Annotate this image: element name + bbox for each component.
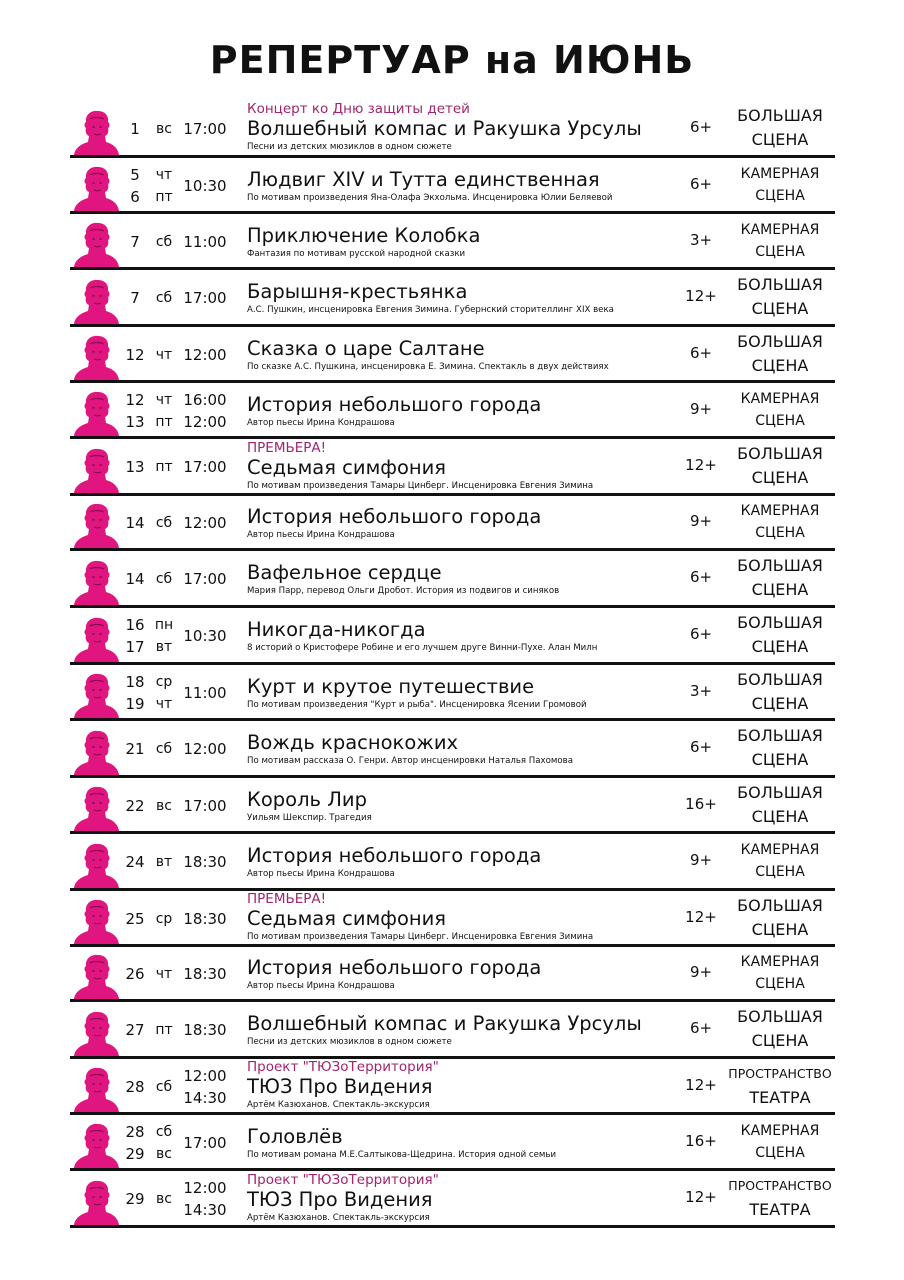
show-description: По мотивам произведения Яна-Олафа Экхольма. Инсценировка Юлии Беляевой xyxy=(247,192,613,203)
venue-line: БОЛЬШАЯ xyxy=(737,726,823,745)
show-date: 14 xyxy=(125,570,145,588)
show-row xyxy=(70,1115,835,1171)
bust-icon xyxy=(72,559,120,605)
show-time: 12:00 xyxy=(183,345,227,364)
show-time: 17:00 xyxy=(183,570,227,588)
age-rating: 6+ xyxy=(689,343,713,362)
venue-label xyxy=(720,273,840,321)
venue-label xyxy=(720,1005,840,1053)
age-rating: 3+ xyxy=(689,230,713,249)
venue-line: КАМЕРНАЯ xyxy=(740,842,820,858)
venue-line: БОЛЬШАЯ xyxy=(737,895,823,915)
show-row xyxy=(70,327,835,383)
show-time: 11:00 xyxy=(183,232,227,251)
show-date: 27 xyxy=(125,1021,145,1039)
bust-icon xyxy=(72,842,120,888)
venue-line: КАМЕРНАЯ xyxy=(740,954,820,970)
show-row xyxy=(70,721,835,778)
show-description: Автор пьесы Ирина Кондрашова xyxy=(247,869,395,879)
venue-line: БОЛЬШАЯ xyxy=(737,556,823,575)
venue-line: КАМЕРНАЯ xyxy=(740,390,820,407)
venue-line: СЦЕНА xyxy=(751,355,809,375)
show-time: 17:00 xyxy=(183,1133,227,1152)
show-date: 29 xyxy=(125,1190,145,1208)
repertoire-list xyxy=(70,100,835,1228)
venue-line: БОЛЬШАЯ xyxy=(737,613,823,632)
show-date: 26 xyxy=(125,965,145,983)
show-tag: ПРЕМЬЕРА! xyxy=(247,891,327,907)
show-time: 14:30 xyxy=(183,1088,227,1107)
venue-line: ПРОСТРАНСТВО xyxy=(728,1065,832,1081)
show-weekday: сб xyxy=(155,741,173,757)
show-time: 17:00 xyxy=(183,458,227,476)
show-time: 11:00 xyxy=(183,683,227,702)
page-title: РЕПЕРТУАР на ИЮНЬ xyxy=(209,38,695,82)
venue-line: БОЛЬШАЯ xyxy=(737,782,823,802)
bust-icon xyxy=(72,729,120,775)
venue-line: СЦЕНА xyxy=(751,129,809,149)
show-row xyxy=(70,439,835,496)
bust-icon xyxy=(72,1179,120,1225)
show-row xyxy=(70,214,835,270)
show-title: Седьмая симфония xyxy=(247,455,447,479)
show-date: 13 xyxy=(125,458,145,476)
show-row xyxy=(70,1002,835,1059)
age-rating: 12+ xyxy=(685,1075,717,1094)
venue-line: СЦЕНА xyxy=(751,1031,809,1050)
show-weekday: чт xyxy=(155,695,173,712)
show-description: Фантазия по мотивам русской народной сказки xyxy=(247,248,466,259)
show-description: Автор пьесы Ирина Кондрашова xyxy=(247,981,395,991)
age-rating: 6+ xyxy=(689,568,713,586)
show-row xyxy=(70,100,835,158)
show-row xyxy=(70,158,835,214)
venue-label xyxy=(720,442,840,490)
age-rating: 12+ xyxy=(685,1188,717,1206)
show-title: История небольшого города xyxy=(247,844,542,867)
show-row xyxy=(70,891,835,947)
venue-line: ТЕАТРА xyxy=(749,1087,811,1107)
venue-line: СЦЕНА xyxy=(751,806,809,826)
show-date: 13 xyxy=(125,412,145,431)
show-date: 16 xyxy=(125,616,145,634)
venue-line: БОЛЬШАЯ xyxy=(737,444,823,463)
show-weekday: пт xyxy=(155,1022,173,1038)
bust-icon xyxy=(72,165,120,211)
bust-icon xyxy=(72,672,120,718)
show-date: 19 xyxy=(125,694,145,713)
show-time: 12:00 xyxy=(183,740,227,758)
show-weekday: вс xyxy=(156,120,172,137)
age-rating: 16+ xyxy=(685,1131,717,1150)
show-row xyxy=(70,270,835,327)
show-time: 10:30 xyxy=(183,627,227,645)
show-weekday: чт xyxy=(155,166,173,183)
show-row xyxy=(70,1171,835,1228)
bust-icon xyxy=(72,1010,120,1056)
show-description: 8 историй о Кристофере Робине и его лучшем друге Винни-Пухе. Алан Милн xyxy=(247,643,598,653)
show-title: ТЮЗ Про Видения xyxy=(247,1187,433,1211)
show-description: По мотивам произведения Тамары Цинберг. Инсценировка Евгения Зимина xyxy=(247,932,594,942)
show-title: Волшебный компас и Ракушка Урсулы xyxy=(247,117,642,140)
age-rating: 6+ xyxy=(689,117,713,136)
age-rating: 12+ xyxy=(685,287,717,305)
show-date: 28 xyxy=(125,1122,145,1141)
show-tag: Проект "ТЮЗоТерритория" xyxy=(247,1171,439,1188)
bust-icon xyxy=(72,616,120,662)
show-weekday: ср xyxy=(155,673,173,690)
show-title: Приключение Колобка xyxy=(247,223,481,247)
show-description: По мотивам рассказа О. Генри. Автор инсценировки Наталья Пахомова xyxy=(247,756,573,766)
age-rating: 9+ xyxy=(689,963,713,981)
venue-line: КАМЕРНАЯ xyxy=(740,165,820,182)
bust-icon xyxy=(72,1066,120,1112)
venue-line: КАМЕРНАЯ xyxy=(740,503,820,519)
bust-icon xyxy=(72,278,120,324)
venue-line: КАМЕРНАЯ xyxy=(740,1122,820,1139)
show-title: Сказка о царе Салтане xyxy=(247,336,485,360)
show-date: 5 xyxy=(130,165,140,184)
show-row xyxy=(70,608,835,665)
venue-line: СЦЕНА xyxy=(751,468,809,487)
show-weekday: пт xyxy=(155,413,173,430)
show-title: История небольшого города xyxy=(247,392,542,416)
show-date: 1 xyxy=(130,119,140,138)
show-description: Артём Казюханов. Спектакль-экскурсия xyxy=(247,1100,430,1110)
venue-line: ПРОСТРАНСТВО xyxy=(728,1178,832,1193)
show-title: Головлёв xyxy=(247,1124,343,1148)
show-time: 10:30 xyxy=(183,176,227,195)
show-date: 24 xyxy=(125,853,145,871)
bust-icon xyxy=(72,953,120,999)
age-rating: 9+ xyxy=(689,399,713,418)
show-description: Артём Казюханов. Спектакль-экскурсия xyxy=(247,1212,430,1223)
venue-line: СЦЕНА xyxy=(751,580,809,599)
show-time: 18:30 xyxy=(183,909,227,928)
show-title: ТЮЗ Про Видения xyxy=(247,1075,433,1098)
show-time: 14:30 xyxy=(183,1201,227,1219)
show-tag: Концерт ко Дню защиты детей xyxy=(247,101,470,117)
show-title: Людвиг XIV и Тутта единственная xyxy=(247,167,600,191)
venue-label xyxy=(720,839,840,883)
show-title: Король Лир xyxy=(247,787,367,811)
venue-label xyxy=(720,1174,840,1222)
bust-icon xyxy=(72,898,120,944)
show-title: История небольшого города xyxy=(247,505,542,528)
show-weekday: чт xyxy=(155,346,173,363)
show-weekday: вс xyxy=(156,1191,172,1207)
venue-label xyxy=(720,951,840,995)
show-date: 21 xyxy=(125,740,145,758)
venue-label xyxy=(720,330,840,378)
show-date: 28 xyxy=(125,1077,145,1096)
show-description: Песни из детских мюзиклов в одном сюжете xyxy=(247,142,452,152)
show-weekday: чт xyxy=(155,966,173,982)
show-row xyxy=(70,1059,835,1115)
show-title: Курт и крутое путешествие xyxy=(247,674,535,698)
show-description: По мотивам произведения Тамары Цинберг. Инсценировка Евгения Зимина xyxy=(247,480,594,491)
show-time: 12:00 xyxy=(183,1066,227,1085)
venue-line: СЦЕНА xyxy=(755,412,805,429)
show-weekday: сб xyxy=(155,290,173,306)
bust-icon xyxy=(72,785,120,831)
venue-line: СЦЕНА xyxy=(755,1144,805,1161)
venue-line: СЦЕНА xyxy=(755,187,805,204)
show-title: Никогда-никогда xyxy=(247,618,426,641)
show-row xyxy=(70,551,835,608)
venue-label xyxy=(720,1062,840,1110)
bust-icon xyxy=(72,221,120,267)
venue-line: БОЛЬШАЯ xyxy=(737,669,823,689)
age-rating: 9+ xyxy=(689,512,713,530)
venue-label xyxy=(720,611,840,659)
venue-line: СЦЕНА xyxy=(755,525,805,541)
age-rating: 12+ xyxy=(685,456,717,474)
show-date: 14 xyxy=(125,514,145,532)
bust-icon xyxy=(72,1122,120,1168)
venue-label xyxy=(720,1120,840,1164)
show-weekday: пн xyxy=(154,617,174,633)
show-time: 18:30 xyxy=(183,853,227,871)
show-description: Уильям Шекспир. Трагедия xyxy=(247,812,372,823)
venue-line: СЦЕНА xyxy=(751,299,809,318)
show-time: 16:00 xyxy=(183,390,227,409)
show-row xyxy=(70,496,835,551)
venue-line: СЦЕНА xyxy=(751,919,809,939)
show-weekday: сб xyxy=(155,571,173,587)
show-date: 29 xyxy=(125,1144,145,1163)
bust-icon xyxy=(72,109,120,155)
venue-line: БОЛЬШАЯ xyxy=(737,105,823,125)
show-date: 25 xyxy=(125,909,145,928)
show-time: 12:00 xyxy=(183,412,227,431)
show-weekday: вт xyxy=(155,639,173,655)
venue-line: СЦЕНА xyxy=(755,976,805,992)
bust-icon xyxy=(72,502,120,548)
show-description: Автор пьесы Ирина Кондрашова xyxy=(247,417,395,428)
show-title: История небольшого города xyxy=(247,956,542,979)
venue-label xyxy=(720,724,840,772)
venue-label xyxy=(720,163,840,207)
show-description: Песни из детских мюзиклов в одном сюжете xyxy=(247,1037,452,1047)
show-description: По сказке А.С. Пушкина, инсценировка Е. Зимина. Спектакль в двух действиях xyxy=(247,361,609,372)
age-rating: 3+ xyxy=(689,681,713,700)
venue-line: ТЕАТРА xyxy=(749,1200,811,1219)
show-title: Барышня-крестьянка xyxy=(247,280,468,303)
venue-label xyxy=(720,104,840,152)
show-description: Автор пьесы Ирина Кондрашова xyxy=(247,530,395,540)
show-weekday: вс xyxy=(156,1145,172,1162)
show-time: 17:00 xyxy=(183,119,227,138)
venue-line: СЦЕНА xyxy=(755,243,805,260)
show-date: 12 xyxy=(125,345,145,364)
venue-label xyxy=(720,894,840,942)
venue-line: СЦЕНА xyxy=(751,637,809,656)
show-title: Вождь краснокожих xyxy=(247,731,459,754)
show-tag: Проект "ТЮЗоТерритория" xyxy=(247,1059,439,1075)
show-row xyxy=(70,665,835,721)
show-date: 6 xyxy=(130,187,140,206)
age-rating: 12+ xyxy=(685,907,717,926)
show-weekday: сб xyxy=(155,1123,173,1140)
show-row xyxy=(70,778,835,834)
show-date: 22 xyxy=(125,796,145,815)
bust-icon xyxy=(72,447,120,493)
age-rating: 6+ xyxy=(689,1019,713,1037)
show-date: 7 xyxy=(130,232,140,251)
show-date: 12 xyxy=(125,390,145,409)
show-time: 17:00 xyxy=(183,796,227,815)
age-rating: 9+ xyxy=(689,851,713,869)
show-weekday: вт xyxy=(155,854,173,870)
show-weekday: чт xyxy=(155,391,173,408)
show-tag: ПРЕМЬЕРА! xyxy=(247,439,327,456)
venue-line: КАМЕРНАЯ xyxy=(740,221,820,238)
venue-line: БОЛЬШАЯ xyxy=(737,1007,823,1026)
venue-label xyxy=(720,668,840,716)
show-time: 12:00 xyxy=(183,1179,227,1197)
show-description: А.С. Пушкин, инсценировка Евгения Зимина. Губернский сторителлинг XIX века xyxy=(247,305,614,315)
bust-icon xyxy=(72,390,120,436)
venue-label xyxy=(720,219,840,263)
show-title: Вафельное сердце xyxy=(247,561,442,584)
venue-line: СЦЕНА xyxy=(751,693,809,713)
show-description: По мотивам произведения "Курт и рыба". Инсценировка Ясении Громовой xyxy=(247,699,587,710)
show-weekday: пт xyxy=(155,188,173,205)
age-rating: 6+ xyxy=(689,174,713,193)
venue-label xyxy=(720,781,840,829)
show-time: 18:30 xyxy=(183,1021,227,1039)
venue-label xyxy=(720,554,840,602)
age-rating: 6+ xyxy=(689,738,713,756)
age-rating: 6+ xyxy=(689,625,713,643)
show-weekday: сб xyxy=(155,233,173,250)
venue-line: БОЛЬШАЯ xyxy=(737,331,823,351)
show-row xyxy=(70,383,835,439)
show-date: 18 xyxy=(125,672,145,691)
venue-line: СЦЕНА xyxy=(755,864,805,880)
show-title: Волшебный компас и Ракушка Урсулы xyxy=(247,1012,642,1035)
venue-line: СЦЕНА xyxy=(751,750,809,769)
show-weekday: сб xyxy=(155,1078,173,1095)
show-description: По мотивам романа М.Е.Салтыкова-Щедрина. История одной семьи xyxy=(247,1149,557,1160)
venue-label xyxy=(720,500,840,544)
show-description: Мария Парр, перевод Ольги Дробот. История из подвигов и синяков xyxy=(247,586,560,596)
show-weekday: пт xyxy=(155,459,173,475)
show-weekday: вс xyxy=(156,797,172,814)
bust-icon xyxy=(72,334,120,380)
venue-label xyxy=(720,388,840,432)
show-title: Седьмая симфония xyxy=(247,907,447,930)
show-date: 7 xyxy=(130,289,140,307)
show-row xyxy=(70,947,835,1002)
show-weekday: ср xyxy=(155,910,173,927)
show-time: 12:00 xyxy=(183,514,227,532)
show-time: 17:00 xyxy=(183,289,227,307)
show-time: 18:30 xyxy=(183,965,227,983)
show-date: 17 xyxy=(125,638,145,656)
age-rating: 16+ xyxy=(685,794,717,813)
show-row xyxy=(70,834,835,891)
venue-line: БОЛЬШАЯ xyxy=(737,275,823,294)
show-weekday: сб xyxy=(155,515,173,531)
